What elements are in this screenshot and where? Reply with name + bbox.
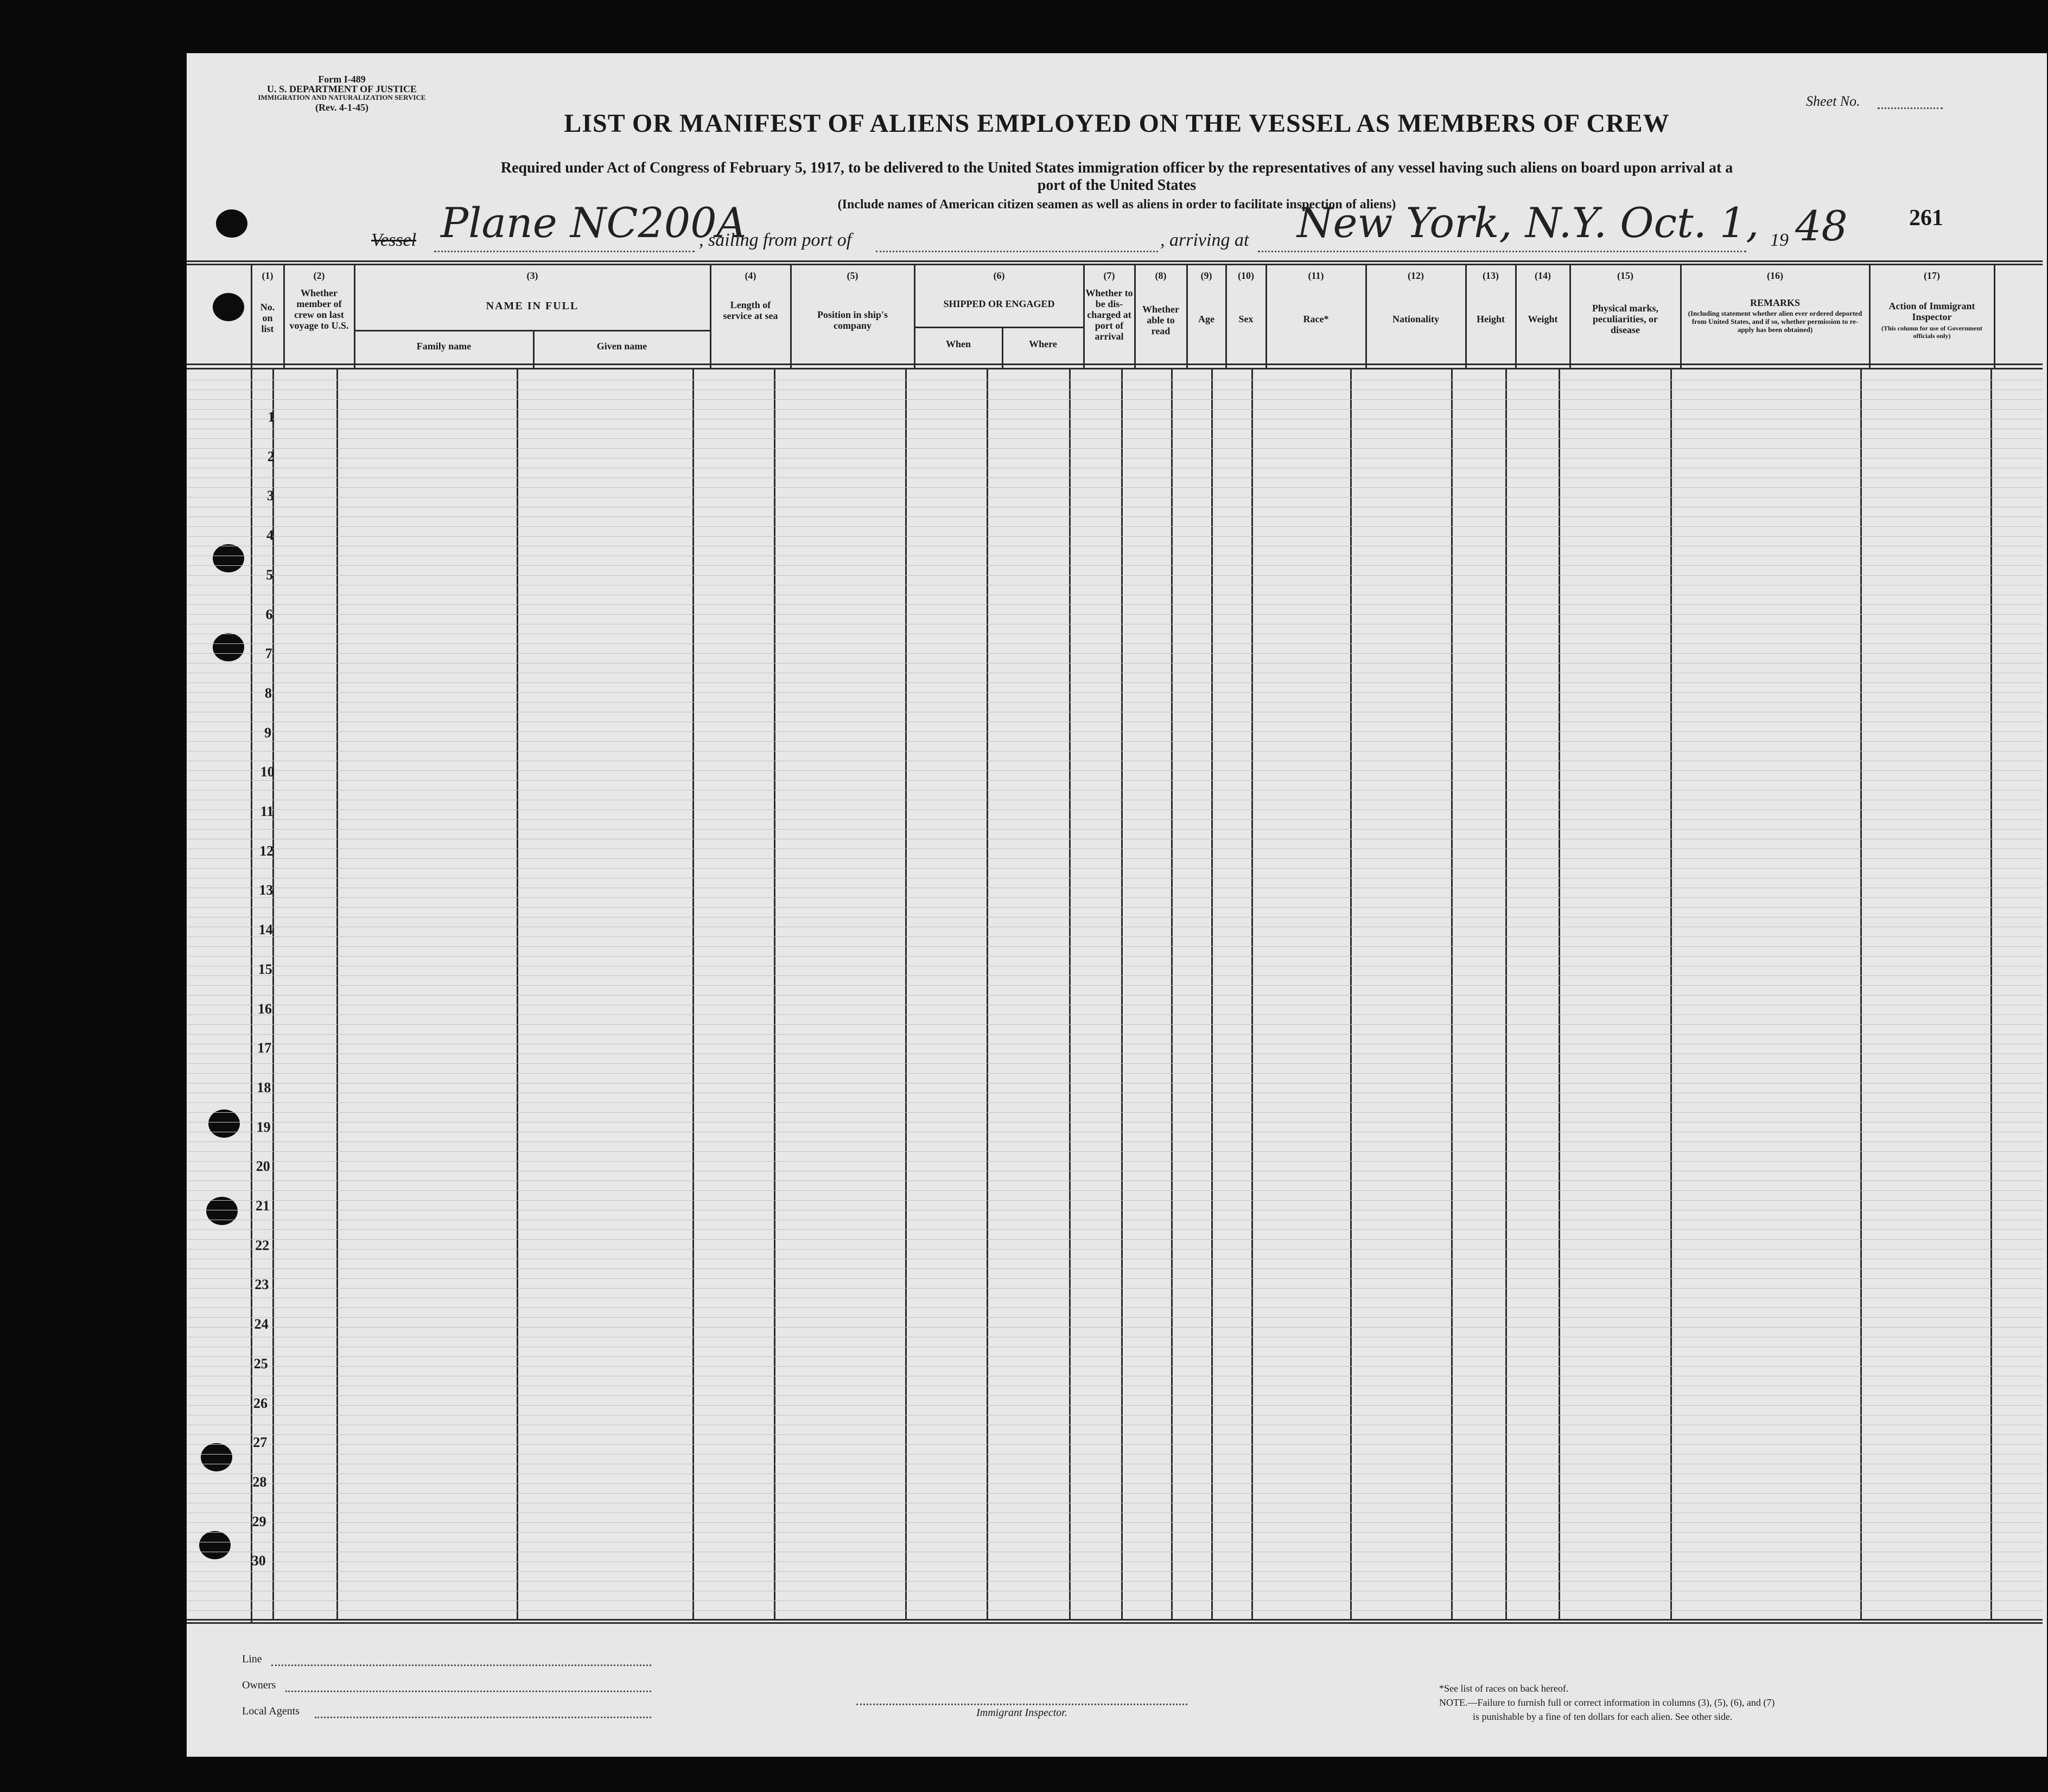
- row-number: 6: [265, 606, 273, 622]
- local-agents-label: Local Agents: [242, 1705, 300, 1717]
- col-divider: [272, 369, 274, 1619]
- col16-header: REMARKS: [1750, 297, 1800, 308]
- vessel-value[interactable]: Plane NC200A: [441, 199, 747, 247]
- row-number: 19: [256, 1119, 271, 1135]
- row-number: 18: [257, 1079, 271, 1095]
- ruled-line: [187, 1200, 2043, 1201]
- col4-header: Length of service at sea: [723, 299, 778, 321]
- col-divider: [1990, 369, 1992, 1619]
- punch-hole: [216, 209, 247, 238]
- col12-number: (12): [1408, 270, 1424, 281]
- ruled-line: [187, 936, 2043, 937]
- include-note: (Include names of American citizen seamen as well as aliens in order to facilitate inspection of aliens): [837, 197, 1396, 212]
- col-divider: [1994, 264, 1995, 369]
- col10-header: Sex: [1238, 314, 1254, 324]
- punch-hole: [213, 293, 244, 321]
- row-number: 3: [266, 488, 274, 504]
- local-agents-field[interactable]: [315, 1717, 651, 1718]
- ruled-line: [187, 1034, 2043, 1035]
- ruled-line: [187, 575, 2043, 576]
- col3-given-header: Given name: [596, 341, 647, 352]
- page-number: 261: [1909, 206, 1943, 231]
- table-bottom-border-2: [187, 1622, 2043, 1624]
- ruled-line: [187, 1151, 2043, 1152]
- ruled-line: [187, 1063, 2043, 1064]
- col3-header: NAME IN FULL: [486, 300, 579, 312]
- ruled-line: [187, 663, 2043, 664]
- arriving-value[interactable]: New York, N.Y. Oct. 1,: [1297, 199, 1759, 247]
- penalty-note-2: is punishable by a fine of ten dollars for each alien. See other side.: [1473, 1711, 1733, 1722]
- ruled-line: [187, 1317, 2043, 1318]
- table-bottom-border: [187, 1619, 2043, 1621]
- ruled-line: [187, 604, 2043, 605]
- ruled-line: [187, 858, 2043, 859]
- owners-field[interactable]: [285, 1691, 651, 1692]
- col-divider: [336, 369, 338, 1619]
- inspector-signature-field[interactable]: [856, 1704, 1187, 1705]
- col9-header: Age: [1198, 314, 1214, 324]
- ruled-line: [187, 1366, 2043, 1367]
- col1-header: No. on list: [260, 302, 275, 334]
- row-number: 25: [253, 1355, 268, 1372]
- row-number: 9: [264, 724, 272, 741]
- line-label: Line: [242, 1653, 262, 1665]
- col-divider: [1350, 369, 1352, 1619]
- ruled-line: [187, 985, 2043, 986]
- col14-header: Weight: [1528, 314, 1558, 324]
- ruled-line: [187, 1571, 2043, 1572]
- ruled-line: [187, 448, 2043, 449]
- row-number: 15: [258, 961, 272, 977]
- penalty-note-1: NOTE.—Failure to furnish full or correct information in columns (3), (5), (6), and (7): [1439, 1697, 1775, 1708]
- col-divider: [1860, 369, 1862, 1619]
- row-number: 20: [256, 1158, 270, 1175]
- ruled-line: [187, 1532, 2043, 1533]
- punch-hole: [206, 1197, 238, 1225]
- col6-when-header: When: [945, 339, 971, 349]
- col9-number: (9): [1200, 270, 1212, 281]
- row-number: 10: [260, 764, 275, 780]
- department: U. S. DEPARTMENT OF JUSTICE: [266, 84, 417, 94]
- ruled-line: [187, 643, 2043, 644]
- ruled-line: [187, 1278, 2043, 1279]
- ruled-line: [187, 780, 2043, 781]
- ruled-line: [187, 1073, 2043, 1074]
- col-divider: [1505, 369, 1507, 1619]
- ruled-line: [187, 1561, 2043, 1562]
- sailing-label: , sailing from port of: [699, 230, 852, 250]
- col11-header: Race*: [1303, 314, 1329, 324]
- shipped-subheader-line: [914, 327, 1083, 328]
- punch-hole: [213, 633, 244, 661]
- ruled-line: [187, 897, 2043, 898]
- punch-hole: [213, 544, 244, 572]
- ruled-line: [187, 438, 2043, 439]
- ruled-line: [187, 526, 2043, 527]
- col5-header: Position in ship's company: [817, 309, 888, 331]
- ruled-line: [187, 819, 2043, 820]
- col4-number: (4): [745, 270, 756, 281]
- ruled-line: [187, 809, 2043, 810]
- punch-hole: [201, 1443, 232, 1471]
- punch-hole: [208, 1109, 240, 1138]
- revision: (Rev. 4-1-45): [315, 102, 368, 113]
- ruled-line: [187, 487, 2043, 488]
- col15-number: (15): [1617, 270, 1633, 281]
- ruled-line: [187, 1239, 2043, 1240]
- ruled-line: [187, 770, 2043, 771]
- col8-number: (8): [1155, 270, 1167, 281]
- col13-header: Height: [1477, 314, 1505, 324]
- ruled-line: [187, 409, 2043, 410]
- row-number: 24: [254, 1316, 269, 1332]
- ruled-line: [187, 1229, 2043, 1230]
- col15-header: Physical marks, peculiarities, or disease: [1592, 303, 1658, 335]
- col2-number: (2): [313, 270, 325, 281]
- ruled-line: [187, 497, 2043, 498]
- ruled-line: [187, 1024, 2043, 1025]
- ruled-line: [187, 565, 2043, 566]
- ruled-line: [187, 995, 2043, 996]
- required-line-2: port of the United States: [1037, 177, 1197, 194]
- ruled-line: [187, 516, 2043, 517]
- arriving-label: , arriving at: [1160, 230, 1249, 250]
- ruled-line: [187, 1493, 2043, 1494]
- vessel-label: Vessel: [371, 230, 417, 250]
- col-divider: [1211, 369, 1213, 1619]
- col10-number: (10): [1238, 270, 1254, 281]
- col6-header: SHIPPED OR ENGAGED: [943, 298, 1055, 309]
- col3-number: (3): [526, 270, 538, 281]
- col1-number: (1): [262, 270, 274, 281]
- row-number: 5: [266, 566, 274, 583]
- ruled-line: [187, 477, 2043, 478]
- col-divider: [774, 369, 775, 1619]
- row-number: 27: [253, 1434, 268, 1451]
- row-number: 16: [258, 1000, 272, 1017]
- col2-header: Whether member of crew on last voyage to U.S.: [289, 288, 349, 331]
- ruled-line: [187, 536, 2043, 537]
- row-number: 7: [265, 646, 272, 662]
- col14-number: (14): [1535, 270, 1551, 281]
- col-divider: [1670, 369, 1672, 1619]
- ruled-line: [187, 653, 2043, 654]
- row-number: 28: [252, 1474, 267, 1490]
- col-divider: [905, 369, 907, 1619]
- row-number: 11: [260, 803, 274, 819]
- ruled-line: [187, 1288, 2043, 1289]
- col-divider: [1559, 369, 1560, 1619]
- ruled-line: [187, 1268, 2043, 1269]
- ruled-line: [187, 1190, 2043, 1191]
- col-divider: [692, 369, 694, 1619]
- col12-header: Nationality: [1392, 314, 1439, 324]
- ruled-line: [187, 1102, 2043, 1103]
- col7-number: (7): [1103, 270, 1115, 281]
- col3-family-header: Family name: [416, 341, 472, 352]
- ruled-line: [187, 1405, 2043, 1406]
- col17-number: (17): [1924, 270, 1940, 281]
- page-title: LIST OR MANIFEST OF ALIENS EMPLOYED ON THE VESSEL AS MEMBERS OF CREW: [564, 109, 1670, 138]
- races-note: *See list of races on back hereof.: [1439, 1683, 1569, 1694]
- ruled-line: [187, 702, 2043, 703]
- col-divider: [1069, 369, 1071, 1619]
- row-number: 21: [256, 1198, 270, 1214]
- row-number: 30: [251, 1553, 266, 1569]
- col-divider: [1451, 369, 1453, 1619]
- col-divider: [1121, 369, 1123, 1619]
- col8-header: Whether able to read: [1142, 304, 1179, 336]
- row-number: 17: [257, 1040, 272, 1056]
- ruled-line: [187, 1141, 2043, 1142]
- ruled-line: [187, 741, 2043, 742]
- row-number: 13: [259, 882, 274, 898]
- ruled-line: [187, 907, 2043, 908]
- col17-subheader: (This column for use of Government officials only): [1881, 324, 1983, 340]
- ruled-line: [187, 1161, 2043, 1162]
- ruled-line: [187, 1610, 2043, 1611]
- col13-number: (13): [1483, 270, 1499, 281]
- arriving-line: [1258, 251, 1746, 252]
- ruled-line: [187, 1600, 2043, 1601]
- ruled-line: [187, 1522, 2043, 1523]
- ruled-line: [187, 1327, 2043, 1328]
- ruled-line: [187, 1112, 2043, 1113]
- ruled-line: [187, 1454, 2043, 1455]
- row-number: 22: [255, 1237, 270, 1253]
- service: IMMIGRATION AND NATURALIZATION SERVICE: [258, 93, 426, 101]
- col16-number: (16): [1767, 270, 1783, 281]
- vessel-line: [434, 251, 695, 252]
- required-line-1: Required under Act of Congress of February 5, 1917, to be delivered to the United States immigration officer by the representatives of any vessel having such aliens on board upon arrival at a: [500, 160, 1733, 176]
- year-prefix: 19: [1770, 230, 1789, 250]
- name-subheader-line: [354, 330, 710, 331]
- row-number: 29: [252, 1513, 266, 1529]
- ruled-line: [187, 399, 2043, 400]
- ruled-line: [187, 868, 2043, 869]
- sheet-no-label: Sheet No.: [1806, 93, 1860, 109]
- punch-hole: [199, 1531, 231, 1559]
- row-number: 8: [264, 685, 272, 701]
- row-number: 4: [266, 527, 274, 544]
- ruled-line: [187, 829, 2043, 830]
- col5-number: (5): [847, 270, 858, 281]
- owners-label: Owners: [242, 1679, 276, 1691]
- col7-header: Whether to be dis-charged at port of arrival: [1085, 288, 1133, 342]
- col17-header: Action of Immigrant Inspector: [1888, 301, 1975, 322]
- ruled-line: [187, 1122, 2043, 1123]
- col6-number: (6): [993, 270, 1005, 281]
- ruled-line: [187, 614, 2043, 615]
- inspector-label: Immigrant Inspector.: [976, 1707, 1067, 1719]
- ruled-line: [187, 946, 2043, 947]
- ruled-line: [187, 1444, 2043, 1445]
- ruled-line: [187, 1356, 2043, 1357]
- line-field[interactable]: [271, 1665, 651, 1666]
- col-divider: [517, 369, 518, 1619]
- table-top-border-2: [187, 264, 2043, 265]
- row-number: 12: [259, 843, 274, 859]
- col-divider: [1251, 369, 1253, 1619]
- row-number: 26: [253, 1395, 268, 1411]
- col-divider: [1171, 369, 1173, 1619]
- col-divider: [987, 369, 988, 1619]
- col6-where-header: Where: [1029, 339, 1057, 349]
- table-top-border: [187, 260, 2043, 262]
- col11-number: (11): [1308, 270, 1324, 281]
- form-number: Form I-489: [318, 74, 366, 85]
- row-number: 23: [255, 1277, 269, 1293]
- ruled-line: [187, 1483, 2043, 1484]
- row-number: 14: [258, 922, 273, 938]
- col16-subheader: (Including statement whether alien ever ordered deported from United States, and if so, whether permission to re-apply has been obtained): [1688, 309, 1862, 334]
- ruled-line: [187, 1395, 2043, 1396]
- ruled-line: [187, 1434, 2043, 1435]
- sailing-line: [876, 251, 1158, 252]
- ruled-line: [187, 692, 2043, 693]
- ruled-line: [187, 731, 2043, 732]
- year-value[interactable]: 48: [1795, 202, 1848, 250]
- row-number: 2: [267, 448, 275, 464]
- header-bottom-border: [187, 363, 2043, 365]
- row-number: 1: [268, 409, 275, 425]
- ruled-line: [187, 975, 2043, 976]
- header-bottom-border-2: [187, 368, 2043, 369]
